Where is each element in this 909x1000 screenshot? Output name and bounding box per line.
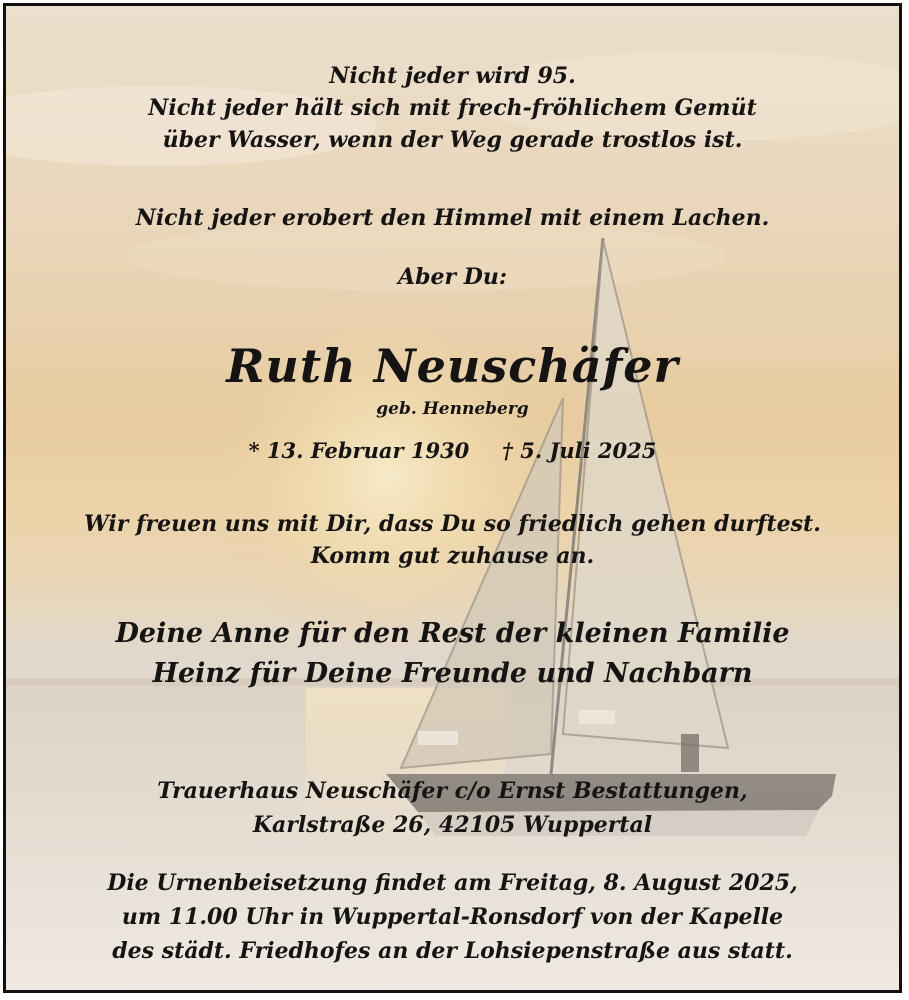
verse-line: Nicht jeder hält sich mit frech-fröhlichem Gemüt: [148, 95, 757, 121]
funeral-info-line: des städt. Friedhofes an der Lohsiepenstraße aus statt.: [112, 938, 793, 964]
verse-line-but-you: [6, 261, 899, 293]
address-block: [6, 774, 899, 842]
birth-date: * 13. Februar 1930: [248, 438, 470, 463]
funeral-info-line: Die Urnenbeisetzung findet am Freitag, 8. August 2025,: [107, 870, 798, 896]
verse-line: Nicht jeder wird 95.: [329, 63, 576, 89]
life-dates: [6, 438, 899, 463]
address-line: Trauerhaus Neuschäfer c/o Ernst Bestattungen,: [157, 778, 748, 804]
birth-name: geb. Henneberg: [376, 399, 529, 419]
obituary-card: [3, 3, 902, 993]
funeral-info-block: [6, 866, 899, 968]
farewell-block: [6, 508, 899, 572]
farewell-line: Komm gut zuhause an.: [310, 543, 595, 569]
verse-line: Aber Du:: [398, 264, 507, 290]
verse-line: über Wasser, wenn der Weg gerade trostlos ist.: [162, 127, 743, 153]
funeral-info-line: um 11.00 Uhr in Wuppertal-Ronsdorf von der Kapelle: [121, 904, 784, 930]
death-date: † 5. Juli 2025: [501, 438, 657, 463]
verse-line: Nicht jeder erobert den Himmel mit einem Lachen.: [135, 205, 770, 231]
farewell-line: Wir freuen uns mit Dir, dass Du so friedlich gehen durftest.: [84, 511, 821, 537]
deceased-name: Ruth Neuschäfer: [226, 339, 679, 393]
mourners-block: [6, 614, 899, 694]
mourner-line: Deine Anne für den Rest der kleinen Familie: [115, 618, 790, 649]
verse-line-heaven: [6, 202, 899, 234]
mourner-line: Heinz für Deine Freunde und Nachbarn: [152, 658, 753, 689]
address-line: Karlstraße 26, 42105 Wuppertal: [252, 812, 653, 838]
verse-block: [6, 60, 899, 156]
